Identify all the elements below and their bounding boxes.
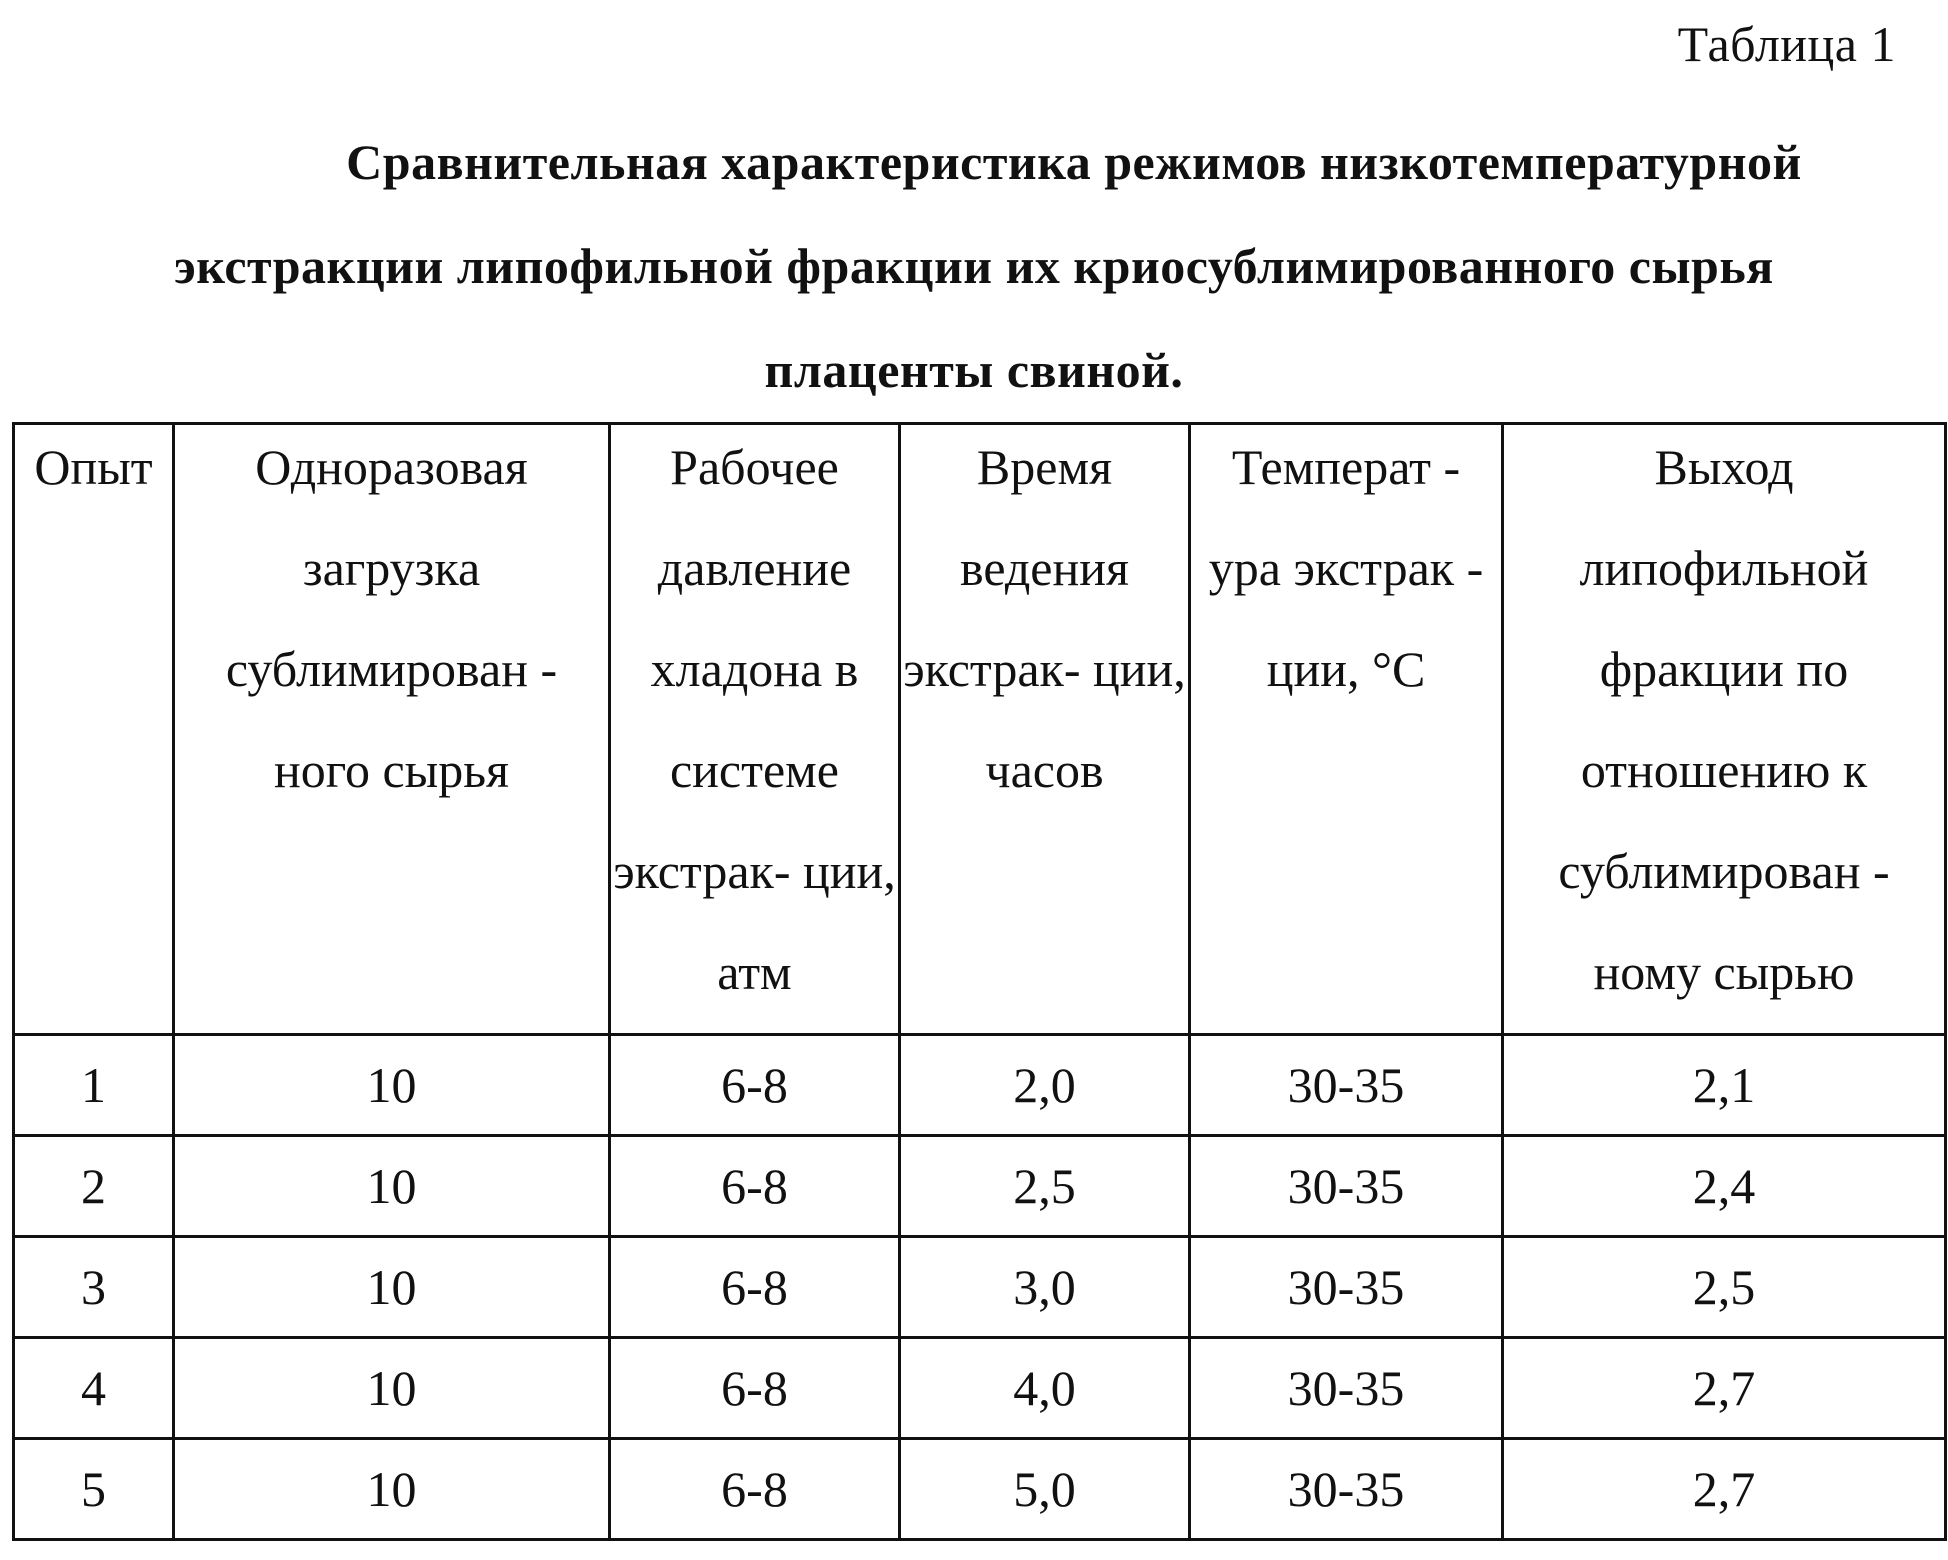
header-load bbox=[174, 424, 610, 1035]
table-cell: 6-8 bbox=[610, 1136, 900, 1237]
title-line: плаценты свиной. bbox=[764, 342, 1184, 398]
header-pressure bbox=[610, 424, 900, 1035]
header-label: Рабочее давление хладона в системе экстрак- ции, атм bbox=[613, 439, 896, 1000]
table-cell: 30-35 bbox=[1190, 1136, 1503, 1237]
table-cell: 3,0 bbox=[900, 1237, 1190, 1338]
table-cell: 30-35 bbox=[1190, 1237, 1503, 1338]
header-yield bbox=[1503, 424, 1946, 1035]
table-cell: 6-8 bbox=[610, 1237, 900, 1338]
table-cell: 4,0 bbox=[900, 1338, 1190, 1439]
table-cell: 6-8 bbox=[610, 1439, 900, 1540]
table-row bbox=[14, 1338, 1946, 1439]
table-cell: 30-35 bbox=[1190, 1439, 1503, 1540]
table-cell: 2,5 bbox=[1503, 1237, 1946, 1338]
header-experiment bbox=[14, 424, 174, 1035]
table-cell: 3 bbox=[14, 1237, 174, 1338]
table-cell: 30-35 bbox=[1190, 1035, 1503, 1136]
table-cell: 6-8 bbox=[610, 1035, 900, 1136]
table-row bbox=[14, 1439, 1946, 1540]
document-title bbox=[24, 110, 1924, 422]
header-temperature bbox=[1190, 424, 1503, 1035]
table-cell: 6-8 bbox=[610, 1338, 900, 1439]
table-cell: 2,5 bbox=[900, 1136, 1190, 1237]
header-label: Выход липофильной фракции по отношению к сублимирован - ному сырью bbox=[1558, 439, 1890, 1000]
table-cell: 5,0 bbox=[900, 1439, 1190, 1540]
title-line: Сравнительная характеристика режимов низкотемпературной bbox=[346, 134, 1802, 190]
table-cell: 2,4 bbox=[1503, 1136, 1946, 1237]
table-cell: 10 bbox=[174, 1237, 610, 1338]
header-time bbox=[900, 424, 1190, 1035]
table-cell: 2,7 bbox=[1503, 1338, 1946, 1439]
table-cell: 2,0 bbox=[900, 1035, 1190, 1136]
table-cell: 4 bbox=[14, 1338, 174, 1439]
table-cell: 2,1 bbox=[1503, 1035, 1946, 1136]
header-label: Время ведения экстрак- ции, часов bbox=[903, 439, 1186, 798]
header-label: Температ - ура экстрак - ции, °С bbox=[1208, 439, 1484, 697]
table-cell: 30-35 bbox=[1190, 1338, 1503, 1439]
header-label: Опыт bbox=[34, 439, 153, 495]
table-row bbox=[14, 1237, 1946, 1338]
header-label: Одноразовая загрузка сублимирован - ного сырья bbox=[225, 439, 558, 798]
title-line: экстракции липофильной фракции их криосублимированного сырья bbox=[174, 238, 1774, 294]
data-table bbox=[12, 422, 1947, 1541]
table-row bbox=[14, 1136, 1946, 1237]
table-cell: 2 bbox=[14, 1136, 174, 1237]
table-cell: 10 bbox=[174, 1338, 610, 1439]
table-cell: 1 bbox=[14, 1035, 174, 1136]
table-cell: 2,7 bbox=[1503, 1439, 1946, 1540]
table-cell: 10 bbox=[174, 1439, 610, 1540]
table-cell: 10 bbox=[174, 1136, 610, 1237]
table-cell: 5 bbox=[14, 1439, 174, 1540]
header-row bbox=[14, 424, 1946, 1035]
table-row bbox=[14, 1035, 1946, 1136]
table-cell: 10 bbox=[174, 1035, 610, 1136]
table-label: Таблица 1 bbox=[1677, 16, 1896, 72]
